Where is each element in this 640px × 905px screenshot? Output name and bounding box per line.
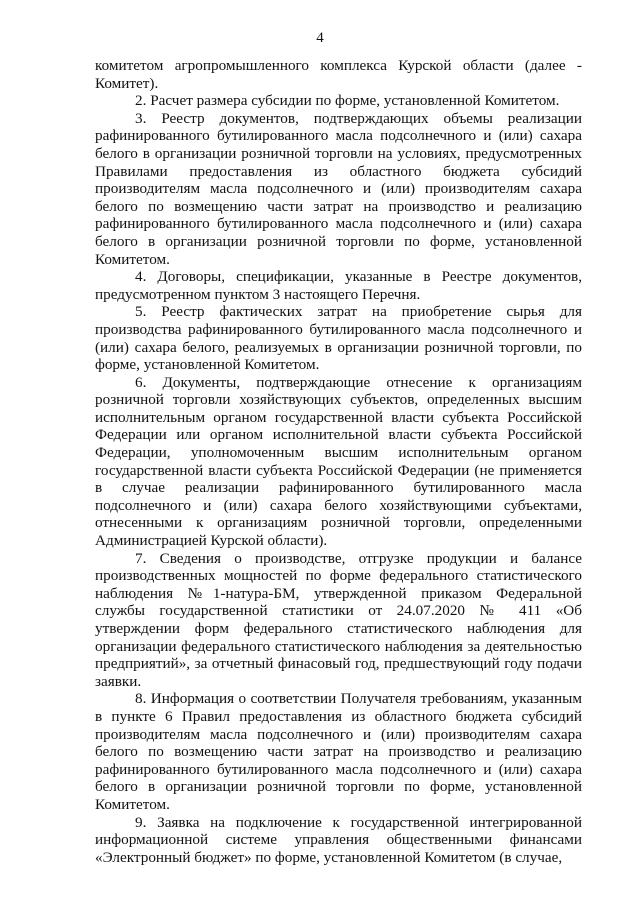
list-item-9: 9. Заявка на подключение к государственной интегрированной информационной системе управления общественными финансами «Электронный бюджет» по форме, установленной Комитетом (в случае,	[95, 813, 582, 866]
list-item-3: 3. Реестр документов, подтверждающих объемы реализации рафинированного бутилированного масла подсолнечного и (или) сахара белого в организации розничной торговли на условиях, предусмотренных Правилами предоставления из областного бюджета субсидий производителям масла подсолнечного и (или) производителям сахара белого по возмещению части затрат на производство и реализацию рафинированного бутилированного масла подсолнечного и (или) сахара белого в организации розничной торговли по форме, установленной Комитетом.	[95, 109, 582, 268]
paragraph-continuation: комитетом агропромышленного комплекса Курской области (далее - Комитет).	[95, 57, 582, 92]
list-item-5: 5. Реестр фактических затрат на приобретение сырья для производства рафинированного бутилированного масла подсолнечного и (или) сахара белого, реализуемых в организации розничной торговли, по форме, установленной Комитетом.	[95, 303, 582, 374]
list-item-8: 8. Информация о соответствии Получателя требованиям, указанным в пункте 6 Правил предоставления из областного бюджета субсидий производителям масла подсолнечного и (или) производителям сахара белого по возмещению части затрат на производство и реализацию рафинированного бутилированного масла подсолнечного и (или) сахара белого в организации розничной торговли по форме, установленной Комитетом.	[95, 690, 582, 813]
list-item-2: 2. Расчет размера субсидии по форме, установленной Комитетом.	[135, 92, 560, 110]
document-body	[95, 57, 582, 866]
page-number: 4	[316, 30, 324, 46]
list-item-7: 7. Сведения о производстве, отгрузке продукции и балансе производственных мощностей по форме федерального статистического наблюдения №1-натура-БМ, утвержденной приказом Федеральной службы государственной статистики от 24.07.2020 № 411 «Об утверждении форм федерального статистического наблюдения для организации федерального статистического наблюдения за деятельностью предприятий», за отчетный финасовый год, предшествующий году подачи заявки.	[95, 549, 582, 690]
list-item-4: 4. Договоры, спецификации, указанные в Реестре документов, предусмотренном пунктом 3 настоящего Перечня.	[95, 268, 582, 303]
list-item-6: 6. Документы, подтверждающие отнесение к организациям розничной торговли хозяйствующих субъектов, определенных высшим исполнительным органом государственной власти субъекта Российской Федерации или органом исполнительной власти субъекта Российской Федерации, уполномоченным высшим исполнительным органом государственной власти субъекта Российской Федерации (не применяется в случае реализации рафинированного бутилированного масла подсолнечного и (или) сахара белого хозяйствующими субъектами, отнесенными к организациям розничной торговли, определенными Администрацией Курской области).	[95, 373, 582, 550]
